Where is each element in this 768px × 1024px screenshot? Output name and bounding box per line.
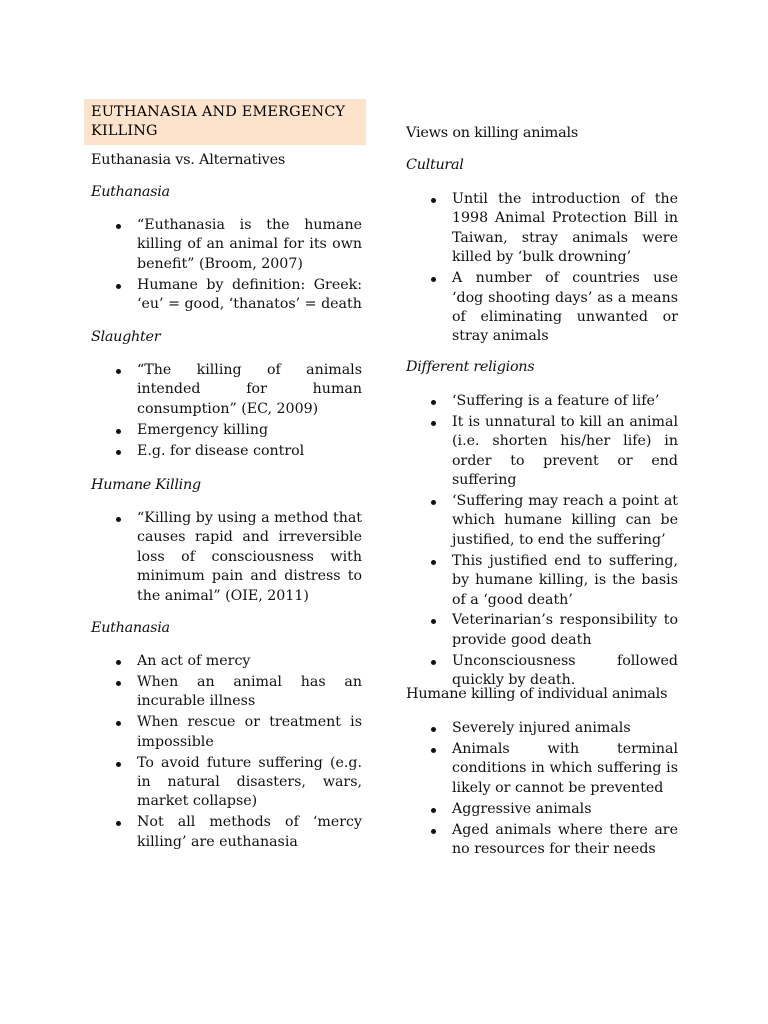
section-subtitle: Euthanasia vs. Alternatives xyxy=(91,152,286,168)
list-item: ‘Suffering is a feature of life’ xyxy=(406,392,678,411)
bullet-icon xyxy=(116,762,121,767)
bullet-icon xyxy=(116,660,121,665)
list-item: Aggressive animals xyxy=(406,800,678,819)
list-item: An act of mercy xyxy=(91,652,362,671)
bullet-icon xyxy=(116,450,121,455)
list-individual xyxy=(406,719,678,861)
list-item: Until the introduction of the 1998 Animal Protection Bill in Taiwan, stray animals were killed by ‘bulk drowning’ xyxy=(406,190,678,268)
list-item: Aged animals where there are no resources for their needs xyxy=(406,821,678,860)
bullet-icon xyxy=(431,560,436,565)
bullet-icon xyxy=(116,224,121,229)
list-item: This justified end to suffering, by humane killing, is the basis of a ‘good death’ xyxy=(406,552,678,610)
list-item: When rescue or treatment is impossible xyxy=(91,713,362,752)
bullet-icon xyxy=(116,284,121,289)
heading-euthanasia-2: Euthanasia xyxy=(91,620,170,636)
bullet-icon xyxy=(116,517,121,522)
heading-humane-killing: Humane Killing xyxy=(91,477,201,493)
bullet-icon xyxy=(116,429,121,434)
page-title: EUTHANASIA AND EMERGENCY KILLING xyxy=(91,104,346,139)
list-item: E.g. for disease control xyxy=(91,442,362,461)
list-item: Severely injured animals xyxy=(406,719,678,738)
heading-cultural: Cultural xyxy=(406,157,464,173)
list-item: ‘Suffering may reach a point at which humane killing can be justified, to end the suffering’ xyxy=(406,492,678,550)
bullet-icon xyxy=(431,619,436,624)
list-item: Veterinarian’s responsibility to provide good death xyxy=(406,611,678,650)
bullet-icon xyxy=(431,727,436,732)
list-item: A number of countries use ‘dog shooting days’ as a means of eliminating unwanted or stray animals xyxy=(406,269,678,347)
list-item: Not all methods of ‘mercy killing’ are euthanasia xyxy=(91,813,362,852)
list-item: To avoid future suffering (e.g. in natural disasters, wars, market collapse) xyxy=(91,754,362,812)
list-item: Animals with terminal conditions in which suffering is likely or cannot be prevented xyxy=(406,740,678,798)
title-banner xyxy=(84,99,366,145)
heading-slaughter: Slaughter xyxy=(91,329,161,345)
list-item: “Euthanasia is the humane killing of an animal for its own benefit” (Broom, 2007) xyxy=(91,216,362,274)
bullet-icon xyxy=(116,369,121,374)
heading-euthanasia-1: Euthanasia xyxy=(91,184,170,200)
list-item: It is unnatural to kill an animal (i.e. shorten his/her life) in order to prevent or end suffering xyxy=(406,413,678,491)
bullet-icon xyxy=(431,400,436,405)
bullet-icon xyxy=(116,681,121,686)
list-euthanasia-2 xyxy=(91,652,362,854)
list-item: “The killing of animals intended for human consumption” (EC, 2009) xyxy=(91,361,362,419)
list-item: Emergency killing xyxy=(91,421,362,440)
list-euthanasia-1 xyxy=(91,216,362,316)
bullet-icon xyxy=(431,808,436,813)
list-humane-killing xyxy=(91,509,362,608)
list-item: Humane by definition: Greek: ‘eu’ = good, ‘thanatos’ = death xyxy=(91,276,362,315)
list-slaughter xyxy=(91,361,362,463)
bullet-icon xyxy=(116,721,121,726)
bullet-icon xyxy=(431,660,436,665)
bullet-icon xyxy=(431,748,436,753)
bullet-icon xyxy=(431,829,436,834)
bullet-icon xyxy=(431,421,436,426)
bullet-icon xyxy=(431,277,436,282)
heading-religions: Different religions xyxy=(406,359,535,375)
list-religions xyxy=(406,392,678,692)
bullet-icon xyxy=(431,500,436,505)
heading-views: Views on killing animals xyxy=(406,125,579,141)
list-item: When an animal has an incurable illness xyxy=(91,673,362,712)
bullet-icon xyxy=(116,821,121,826)
bullet-icon xyxy=(431,198,436,203)
heading-individual: Humane killing of individual animals xyxy=(406,686,668,702)
list-item: Unconsciousness followed quickly by death. xyxy=(406,652,678,691)
list-item: “Killing by using a method that causes rapid and irreversible loss of consciousness with minimum pain and distress to the animal” (OIE, 2011) xyxy=(91,509,362,606)
list-cultural xyxy=(406,190,678,348)
